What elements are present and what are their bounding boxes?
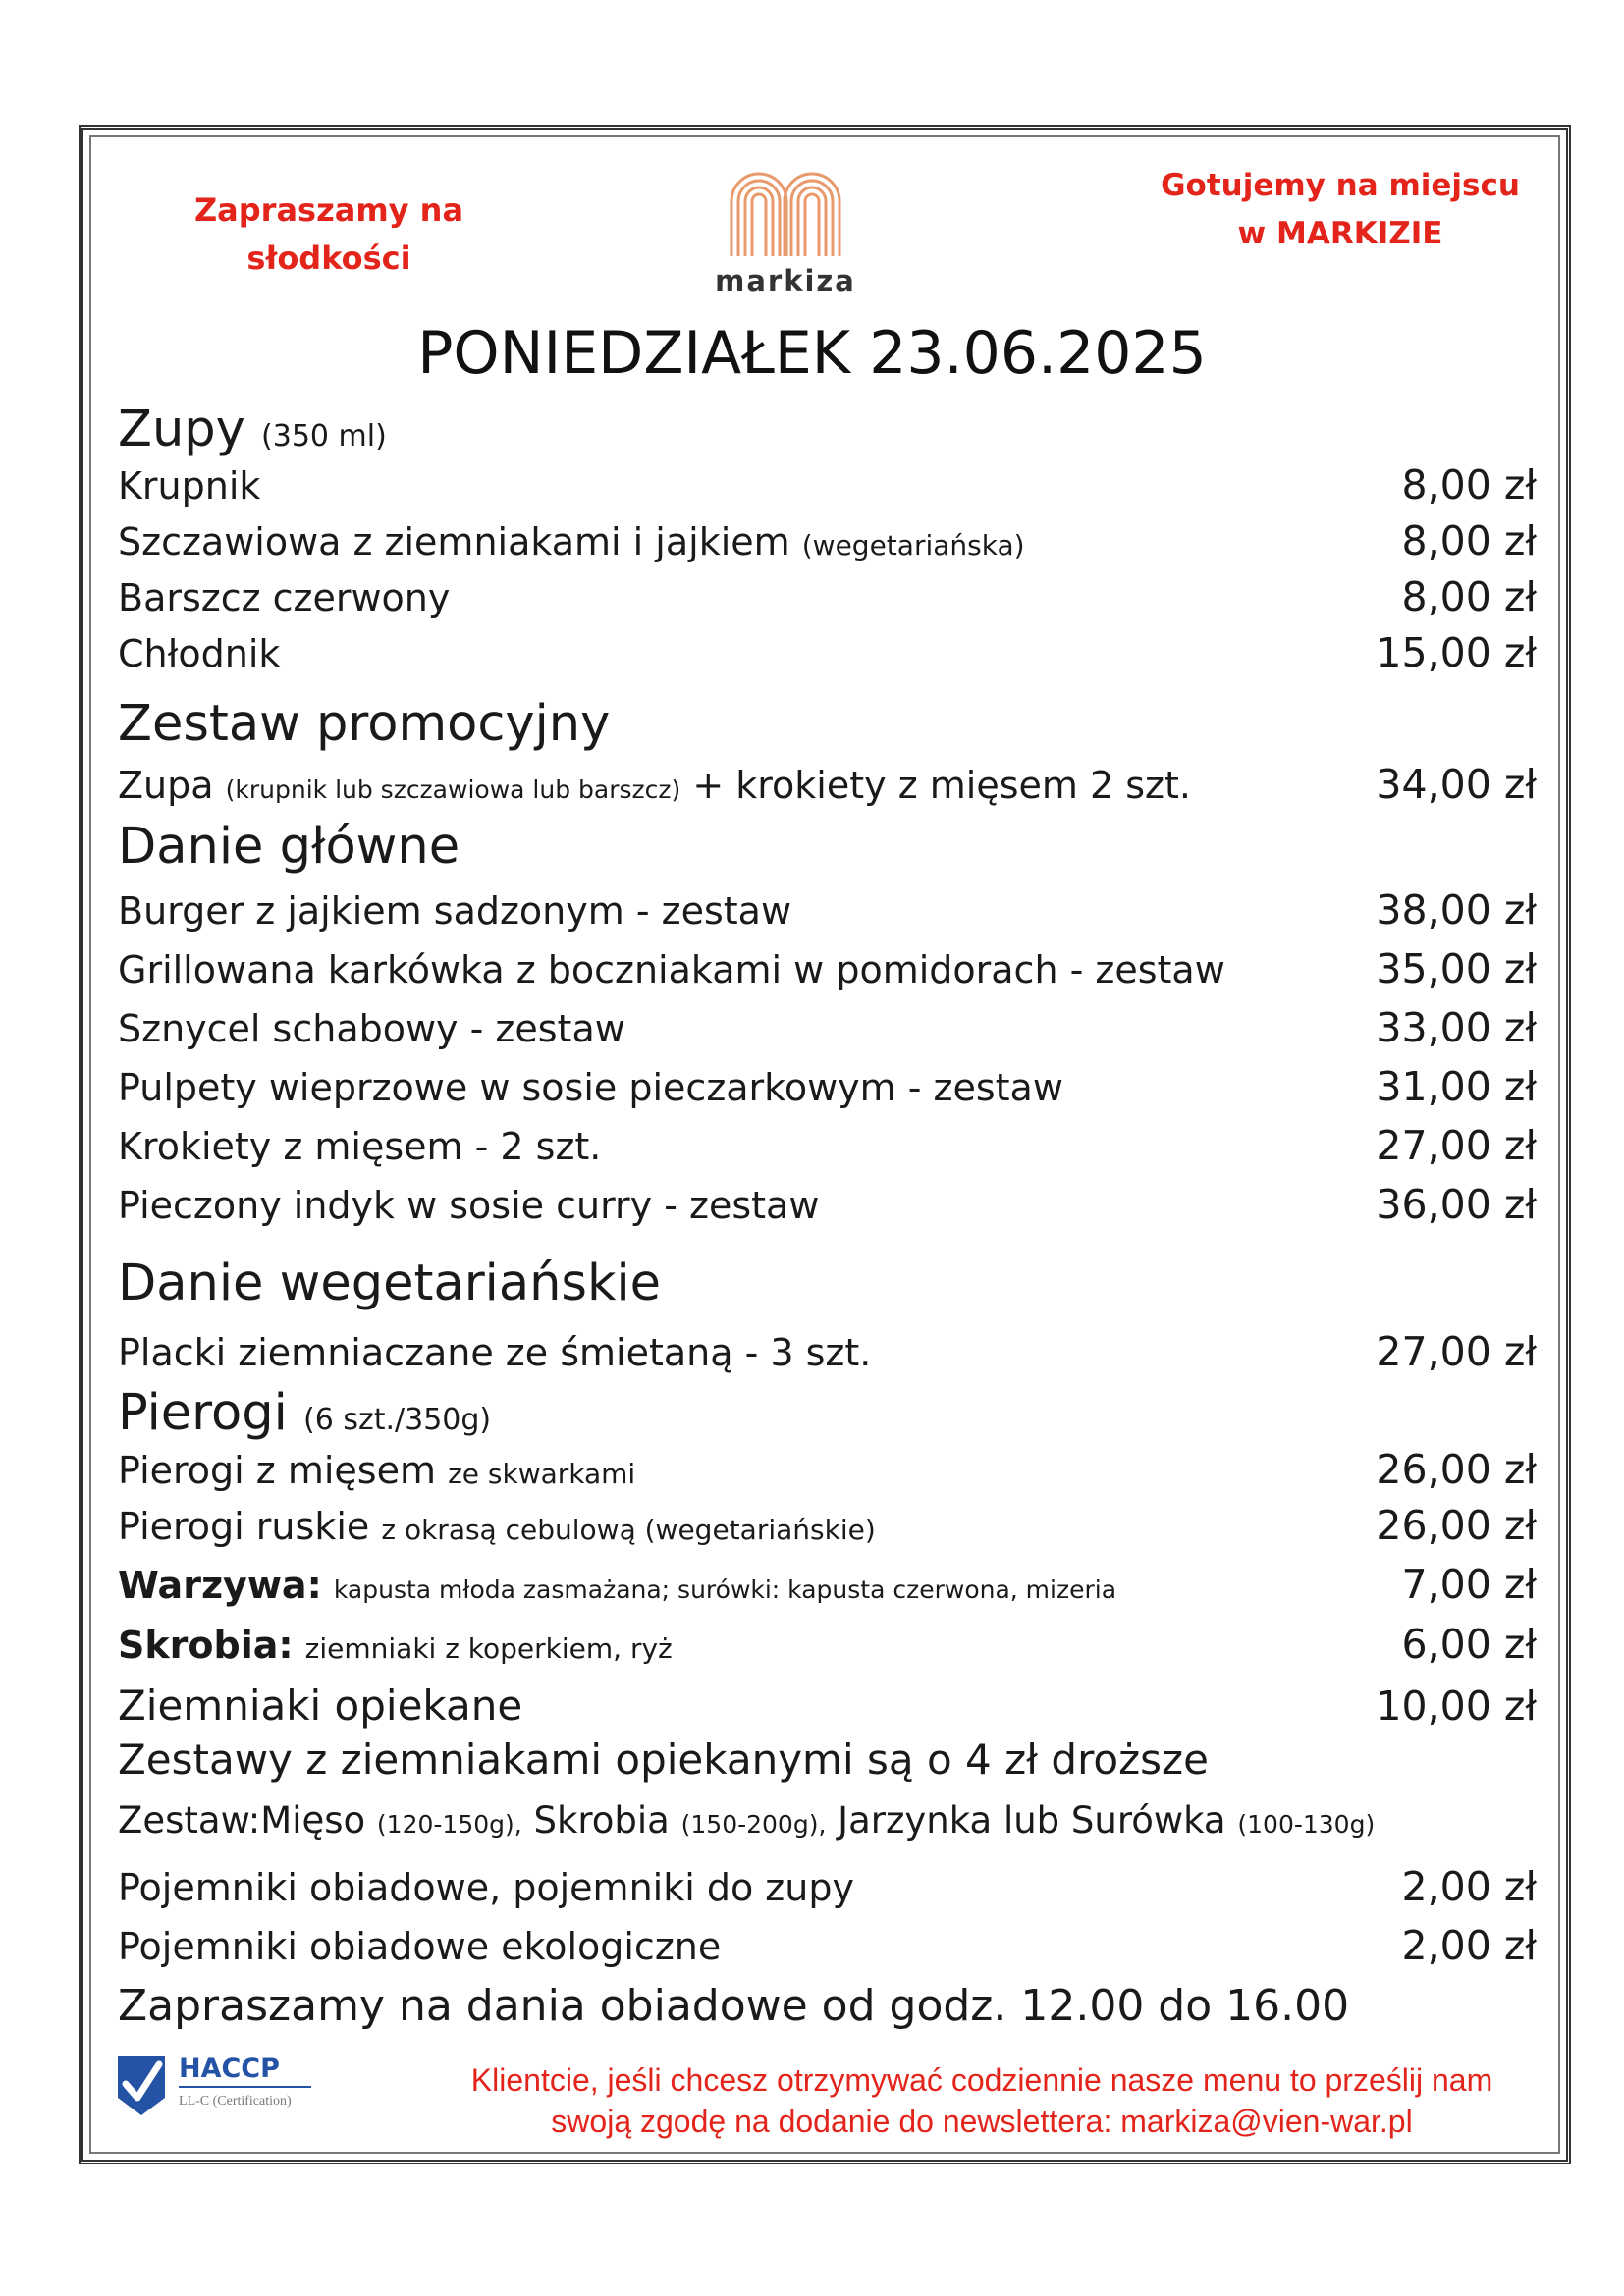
item-price: 6,00 zł xyxy=(1401,1621,1537,1668)
menu-item-warzywa: Warzywa: kapusta młoda zasmażana; surówki: kapusta czerwona, mizeria 7,00 zł xyxy=(118,1561,1537,1608)
item-price: 26,00 zł xyxy=(1376,1446,1537,1493)
sweets-invitation: Zapraszamy na słodkości xyxy=(193,191,464,277)
item-price: 27,00 zł xyxy=(1376,1122,1537,1169)
logo-text: markiza xyxy=(715,264,856,297)
menu-item: Zupa (krupnik lub szczawiowa lub barszcz) + krokiety z mięsem 2 szt. 34,00 zł xyxy=(118,761,1537,808)
page-title: PONIEDZIAŁEK 23.06.2025 xyxy=(417,319,1207,388)
section-heading-pierogi: Pierogi (6 szt./350g) xyxy=(118,1384,492,1442)
newsletter-note: Klientcie, jeśli chcesz otrzymywać codziennie nasze menu to prześlij nam swoją zgodę na dodanie do newslettera: markiza@vien-war.pl xyxy=(470,2062,1493,2139)
menu-item: Krokiety z mięsem - 2 szt. 27,00 zł xyxy=(118,1122,1537,1169)
menu-item: Sznycel schabowy - zestaw 33,00 zł xyxy=(118,1004,1537,1051)
menu-item: Pieczony indyk w sosie curry - zestaw 36,00 zł xyxy=(118,1181,1537,1228)
menu-item: Pulpety wieprzowe w sosie pieczarkowym - zestaw 31,00 zł xyxy=(118,1063,1537,1110)
item-price: 7,00 zł xyxy=(1401,1561,1537,1608)
item-price: 38,00 zł xyxy=(1376,886,1537,934)
item-price: 27,00 zł xyxy=(1376,1328,1537,1375)
section-heading-zupy: Zupy (350 ml) xyxy=(118,400,387,458)
zestaw-definition: Zestaw:Mięso (120-150g), Skrobia (150-200g), Jarzynka lub Surówka (100-130g) xyxy=(118,1799,1376,1842)
menu-item: Grillowana karkówka z boczniakami w pomidorach - zestaw 35,00 zł xyxy=(118,945,1537,992)
cooking-note: Gotujemy na miejscu w MARKIZIE xyxy=(1161,168,1520,251)
opening-hours: Zapraszamy na dania obiadowe od godz. 12.00 do 16.00 xyxy=(118,1981,1350,2031)
haccp-subtitle: LL-C (Certification) xyxy=(179,2094,292,2109)
item-price: 2,00 zł xyxy=(1401,1922,1537,1969)
menu-item: Szczawiowa z ziemniakami i jajkiem (wegetariańska) 8,00 zł xyxy=(118,517,1537,564)
menu-item: Pierogi ruskie z okrasą cebulową (wegetariańskie) 26,00 zł xyxy=(118,1502,1537,1549)
item-price: 35,00 zł xyxy=(1376,945,1537,992)
menu-item: Chłodnik 15,00 zł xyxy=(118,629,1537,676)
opiekane-note: Zestawy z ziemniakami opiekanymi są o 4 zł droższe xyxy=(118,1735,1209,1784)
item-price: 33,00 zł xyxy=(1376,1004,1537,1051)
item-price: 26,00 zł xyxy=(1376,1502,1537,1549)
markiza-logo xyxy=(707,160,864,297)
menu-item-opiekane: Ziemniaki opiekane 10,00 zł xyxy=(118,1682,1537,1730)
item-price: 8,00 zł xyxy=(1401,461,1537,508)
haccp-badge xyxy=(116,2055,311,2117)
markiza-logo-icon xyxy=(728,160,843,258)
menu-item: Pojemniki obiadowe ekologiczne 2,00 zł xyxy=(118,1922,1537,1969)
menu-item-skrobia: Skrobia: ziemniaki z koperkiem, ryż 6,00 zł xyxy=(118,1621,1537,1668)
menu-item: Pierogi z mięsem ze skwarkami 26,00 zł xyxy=(118,1446,1537,1493)
item-price: 15,00 zł xyxy=(1376,629,1537,676)
menu-item: Placki ziemniaczane ze śmietaną - 3 szt. 27,00 zł xyxy=(118,1328,1537,1375)
item-price: 8,00 zł xyxy=(1401,517,1537,564)
menu-item: Pojemniki obiadowe, pojemniki do zupy 2,00 zł xyxy=(118,1863,1537,1910)
section-heading-glowne: Danie główne xyxy=(118,818,460,876)
menu-item: Burger z jajkiem sadzonym - zestaw 38,00 zł xyxy=(118,886,1537,934)
item-price: 8,00 zł xyxy=(1401,573,1537,620)
item-price: 34,00 zł xyxy=(1376,761,1537,808)
menu-item: Krupnik 8,00 zł xyxy=(118,461,1537,508)
haccp-title: HACCP xyxy=(179,2054,280,2084)
item-price: 36,00 zł xyxy=(1376,1181,1537,1228)
menu-item: Barszcz czerwony 8,00 zł xyxy=(118,573,1537,620)
haccp-check-icon xyxy=(116,2055,167,2117)
section-heading-wege: Danie wegetariańskie xyxy=(118,1255,662,1312)
item-price: 10,00 zł xyxy=(1376,1682,1537,1730)
item-price: 2,00 zł xyxy=(1401,1863,1537,1910)
item-price: 31,00 zł xyxy=(1376,1063,1537,1110)
section-heading-zestaw: Zestaw promocyjny xyxy=(118,695,611,753)
